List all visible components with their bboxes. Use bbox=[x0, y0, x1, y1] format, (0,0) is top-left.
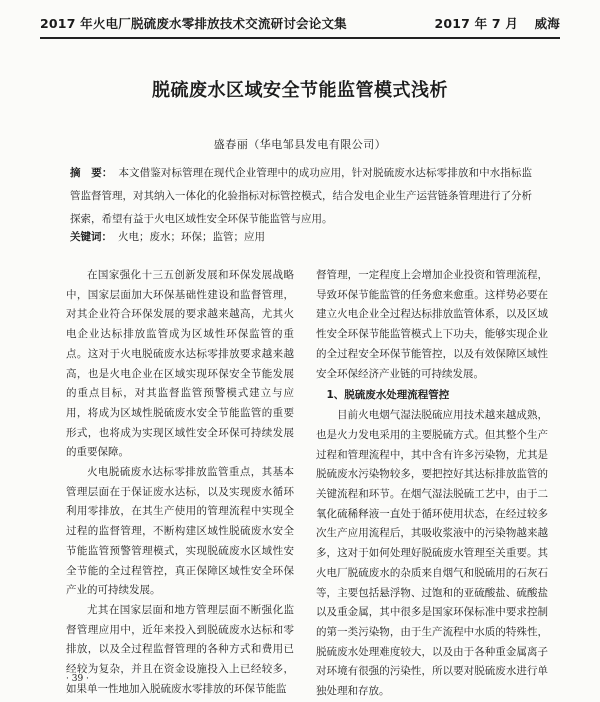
header-place: 威海 bbox=[534, 16, 560, 31]
left-column bbox=[66, 266, 294, 699]
abstract-label: 摘 要： bbox=[70, 167, 113, 179]
abstract-text: 本文借鉴对标管理在现代企业管理中的成功应用，针对脱硫废水达标零排放和中水指标监管监督管理，对其纳入一体化的化验指标对标管控模式，结合发电企业生产运营链条管理进行了分析探索，希望有益于火电区域性安全环保节能监管与应用。 bbox=[70, 167, 533, 225]
running-header bbox=[40, 14, 560, 32]
author-line: 盛春丽（华电邹县发电有限公司） bbox=[213, 138, 387, 151]
header-right bbox=[434, 14, 560, 32]
header-rule bbox=[40, 37, 560, 39]
header-proceedings-title: 2017 年火电厂脱硫废水零排放技术交流研讨会论文集 bbox=[40, 16, 347, 31]
keywords-text: 火电；废水；环保；监管；应用 bbox=[118, 231, 265, 243]
body-paragraph: 目前火电烟气湿法脱硫应用技术越来越成熟，也是火力发电采用的主要脱硫方式。但其整个生产过程和管理流程中，其中含有许多污染物，尤其是脱硫废水污染物较多，要把控好其达标排放监管的关键流程和环节。在烟气湿法脱硫工艺中，由于二氧化硫稀释液一直处于循环使用状态，在经过较多次生产应用流程后，其吸收浆液中的污染物越来越多，这对于如何处理好脱硫废水管理至关重要。其火电厂脱硫废水的杂质来自烟气和脱硫用的石灰石等，主要包括悬浮物、过饱和的亚硫酸盐、硫酸盐以及重金属，其中很多是国家环保标准中要求控制的第一类污染物，由于生产流程中水质的特殊性，脱硫废水处理难度较大，以及由于各种重金属离子对环境有很强的污染性，所以要对脱硫废水进行单独处理和存放。 bbox=[316, 409, 548, 698]
abstract bbox=[70, 162, 532, 231]
page-number: · 39 · bbox=[66, 674, 89, 684]
body-paragraph: 火电脱硫废水达标零排放监管重点，其基本管理层面在于保证废水达标，以及实现废水循环利用零排放，在其生产使用的管理流程中实现全过程的监督管理，不断构建区域性脱硫废水安全节能监管预警管理模式，实现脱硫废水区域性安全节能的全过程管控，真正保障区域性安全环保产业的可持续发展。 bbox=[66, 466, 294, 597]
paper-title: 脱硫废水区域安全节能监管模式浅析 bbox=[152, 80, 448, 101]
body-paragraph-continued: 督管理，一定程度上会增加企业投资和管理流程，导致环保节能监管的任务愈来愈重。这样势必要在建立火电企业全过程达标排放监管体系，以及区域性安全环保节能监管模式上下功夫，能够实现企业的全过程安全环保节能管控，以及有效保障区域性安全环保经济产业链的可持续发展。 bbox=[316, 269, 548, 380]
keywords bbox=[70, 226, 532, 248]
body-paragraph: 尤其在国家层面和地方管理层面不断强化监督管理应用中，近年来投入到脱硫废水达标和零排放，以及全过程监督管理的各种方式和费用已经较为复杂，并且在资金设施投入上已经较多，如果单一性地加入脱硫废水零排放的环保节能监 bbox=[66, 603, 294, 695]
body-paragraph: 在国家强化十三五创新发展和环保发展战略中，国家层面加大环保基础性建设和监督管理，对其企业符合环保发展的要求越来越高，尤其火电企业达标排放监管成为区域性环保监管的重点。这对于火电脱硫废水达标零排放要求越来越高，也是火电企业在区域实现环保安全节能发展的重点目标，对其监督监管预警模式建立与应用，将成为区域性脱硫废水安全节能监管的重要形式，也将成为实现区域性安全环保可持续发展的重要保障。 bbox=[66, 269, 294, 459]
right-column bbox=[316, 266, 548, 702]
section-heading: 1、脱硫废水处理流程管控 bbox=[326, 389, 450, 402]
header-date: 2017 年 7 月 bbox=[434, 16, 519, 31]
keywords-label: 关键词： bbox=[70, 231, 112, 243]
